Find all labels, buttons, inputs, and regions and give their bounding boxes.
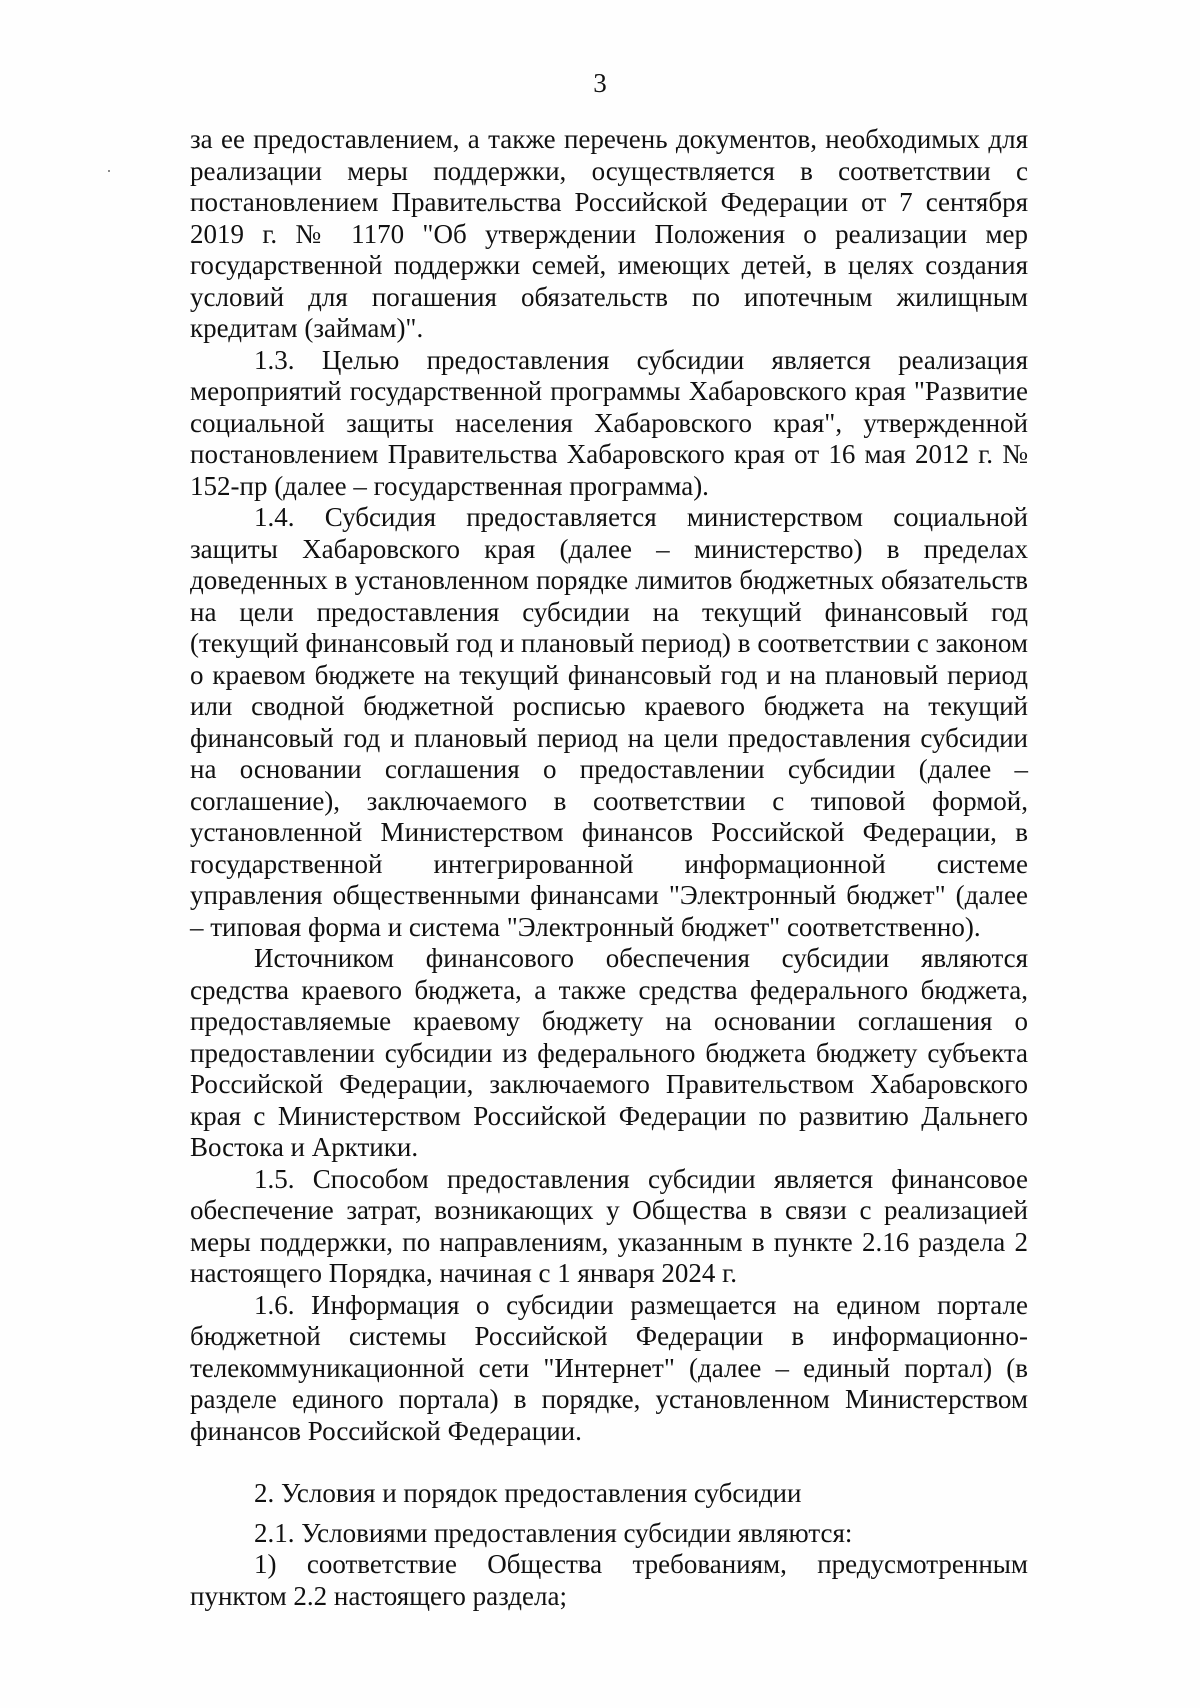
paragraph-1-3: 1.3. Целью предоставления субсидии является реализация мероприятий государственной программы Хабаровского края "Развитие социальной защиты населения Хабаровского края", утвержденной постановлением Правительства Хабаровского края от 16 мая 2012 г. № 152-пр (далее – государственная программа). [190, 344, 1028, 501]
page-number: 3 [593, 68, 607, 98]
paragraph-1-4-source: Источником финансового обеспечения субсидии являются средства краевого бюджета, а также средства федерального бюджета, предоставляемые краевому бюджету на основании соглашения о предоставлении субсидии из федерального бюджета бюджету субъекта Российской Федерации, заключаемого Правительством Хабаровского края с Министерством Российской Федерации по развитию Дальнего Востока и Арктики. [190, 943, 1028, 1162]
paragraph-1-6: 1.6. Информация о субсидии размещается на едином портале бюджетной системы Российской Федерации в информационно-телекоммуникационной сети "Интернет" (далее – единый портал) (в разделе единого портала) в порядке, установленном Министерством финансов Российской Федерации. [190, 1289, 1028, 1446]
document-body [190, 124, 1028, 1612]
section-heading: 2. Условия и порядок предоставления субсидии [254, 1478, 802, 1508]
paragraph-2-1-item-1: 1) соответствие Общества требованиям, предусмотренным пунктом 2.2 настоящего раздела; [190, 1549, 1028, 1611]
paragraph-1-5: 1.5. Способом предоставления субсидии является финансовое обеспечение затрат, возникающих у Общества в связи с реализацией меры поддержки, по направлениям, указанным в пункте 2.16 раздела 2 настоящего Порядка, начиная с 1 января 2024 г. [190, 1163, 1028, 1288]
paragraph-continuation: за ее предоставлением, а также перечень документов, необходимых для реализации меры поддержки, осуществляется в соответствии с постановлением Правительства Российской Федерации от 7 сентября 2019 г. № 1170 "Об утверждении Положения о реализации мер государственной поддержки семей, имеющих детей, в целях создания условий для погашения обязательств по ипотечным жилищным кредитам (займам)". [190, 124, 1028, 343]
scan-speck [108, 170, 110, 172]
paragraph-1-4: 1.4. Субсидия предоставляется министерством социальной защиты Хабаровского края (далее – министерство) в пределах доведенных в установленном порядке лимитов бюджетных обязательств на цели предоставления субсидии на текущий финансовый год (текущий финансовый год и плановый период) в соответствии с законом о краевом бюджете на текущий финансовый год и на плановый период или сводной бюджетной росписью краевого бюджета на текущий финансовый год и плановый период на цели предоставления субсидии на основании соглашения о предоставлении субсидии (далее – соглашение), заключаемого в соответствии с типовой формой, установленной Министерством финансов Российской Федерации, в государственной интегрированной информационной системе управления общественными финансами "Электронный бюджет" (далее – типовая форма и система "Электронный бюджет" соответственно). [190, 502, 1028, 942]
paragraph-2-1: 2.1. Условиями предоставления субсидии являются: [254, 1517, 853, 1548]
